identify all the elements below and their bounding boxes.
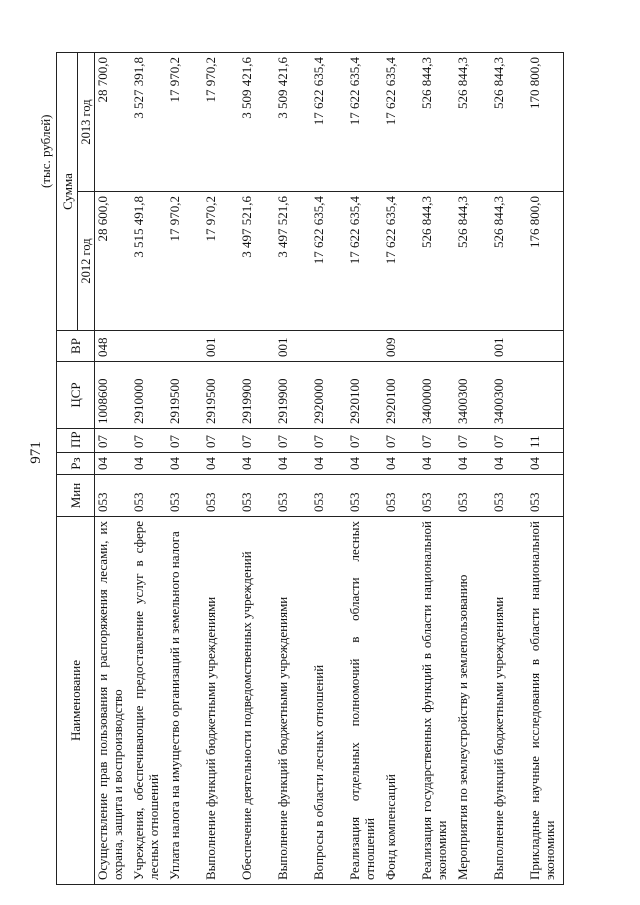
cell-csr: 2919500 bbox=[167, 362, 203, 429]
cell-rz: 04 bbox=[275, 453, 311, 475]
unit-note: (тыс. рублей) bbox=[38, 114, 53, 188]
table-row bbox=[275, 53, 311, 885]
cell-2013: 526 844,3 bbox=[491, 53, 527, 192]
cell-2012: 3 497 521,6 bbox=[239, 192, 275, 331]
cell-rz: 04 bbox=[527, 453, 564, 475]
cell-2012: 3 497 521,6 bbox=[275, 192, 311, 331]
cell-name: Реализация государственных функций в области национальной экономики bbox=[419, 517, 455, 885]
cell-vr bbox=[455, 331, 491, 362]
cell-2012: 3 515 491,8 bbox=[131, 192, 167, 331]
cell-min: 053 bbox=[491, 475, 527, 517]
cell-2013: 17 970,2 bbox=[203, 53, 239, 192]
cell-min: 053 bbox=[455, 475, 491, 517]
cell-2012: 526 844,3 bbox=[419, 192, 455, 331]
cell-2013: 28 700,0 bbox=[95, 53, 132, 192]
table-row bbox=[239, 53, 275, 885]
header-min: Мин bbox=[57, 475, 95, 517]
cell-csr: 2910000 bbox=[131, 362, 167, 429]
cell-name: Уплата налога на имущество организаций и земельного налога bbox=[167, 517, 203, 885]
cell-2012: 17 970,2 bbox=[167, 192, 203, 331]
cell-rz: 04 bbox=[167, 453, 203, 475]
cell-name: Осуществление прав пользования и распоряжения лесами, их охрана, защита и воспроизводство bbox=[95, 517, 132, 885]
header-csr: ЦСР bbox=[57, 362, 95, 429]
cell-rz: 04 bbox=[131, 453, 167, 475]
cell-2013: 3 527 391,8 bbox=[131, 53, 167, 192]
cell-pr: 07 bbox=[275, 429, 311, 453]
cell-min: 053 bbox=[311, 475, 347, 517]
cell-name: Учреждения, обеспечивающие предоставление услуг в сфере лесных отношений bbox=[131, 517, 167, 885]
cell-2012: 17 622 635,4 bbox=[383, 192, 419, 331]
cell-2012: 28 600,0 bbox=[95, 192, 132, 331]
table-row bbox=[455, 53, 491, 885]
cell-2012: 176 800,0 bbox=[527, 192, 564, 331]
header-sum: Сумма bbox=[57, 53, 78, 331]
cell-vr bbox=[311, 331, 347, 362]
cell-pr: 07 bbox=[491, 429, 527, 453]
cell-csr: 2920000 bbox=[311, 362, 347, 429]
table-row bbox=[203, 53, 239, 885]
cell-2012: 17 622 635,4 bbox=[311, 192, 347, 331]
cell-2013: 17 622 635,4 bbox=[347, 53, 383, 192]
cell-rz: 04 bbox=[455, 453, 491, 475]
cell-2013: 17 622 635,4 bbox=[383, 53, 419, 192]
cell-csr: 3400300 bbox=[491, 362, 527, 429]
cell-name: Реализация отдельных полномочий в области лесных отношений bbox=[347, 517, 383, 885]
cell-rz: 04 bbox=[203, 453, 239, 475]
header-2012: 2012 год bbox=[78, 192, 95, 331]
cell-name: Выполнение функций бюджетными учреждениями bbox=[203, 517, 239, 885]
cell-pr: 07 bbox=[347, 429, 383, 453]
cell-min: 053 bbox=[131, 475, 167, 517]
cell-csr: 3400300 bbox=[455, 362, 491, 429]
cell-2013: 17 622 635,4 bbox=[311, 53, 347, 192]
cell-vr: 048 bbox=[95, 331, 132, 362]
cell-2013: 170 800,0 bbox=[527, 53, 564, 192]
page-number: 971 bbox=[28, 441, 44, 464]
cell-pr: 07 bbox=[167, 429, 203, 453]
header-rz: Рз bbox=[57, 453, 95, 475]
cell-name: Мероприятия по землеустройству и землепользованию bbox=[455, 517, 491, 885]
cell-2012: 526 844,3 bbox=[455, 192, 491, 331]
cell-name: Выполнение функций бюджетными учреждениями bbox=[275, 517, 311, 885]
cell-pr: 07 bbox=[419, 429, 455, 453]
cell-name: Фонд компенсаций bbox=[383, 517, 419, 885]
table-row bbox=[419, 53, 455, 885]
cell-2013: 17 970,2 bbox=[167, 53, 203, 192]
cell-name: Прикладные научные исследования в области национальной экономики bbox=[527, 517, 564, 885]
cell-rz: 04 bbox=[491, 453, 527, 475]
cell-min: 053 bbox=[347, 475, 383, 517]
cell-pr: 07 bbox=[383, 429, 419, 453]
cell-min: 053 bbox=[419, 475, 455, 517]
cell-vr bbox=[131, 331, 167, 362]
cell-csr bbox=[527, 362, 564, 429]
cell-2013: 3 509 421,6 bbox=[239, 53, 275, 192]
cell-rz: 04 bbox=[347, 453, 383, 475]
cell-2013: 526 844,3 bbox=[419, 53, 455, 192]
cell-csr: 2919500 bbox=[203, 362, 239, 429]
cell-min: 053 bbox=[275, 475, 311, 517]
cell-csr: 2919900 bbox=[275, 362, 311, 429]
cell-min: 053 bbox=[527, 475, 564, 517]
cell-csr: 3400000 bbox=[419, 362, 455, 429]
table-row bbox=[383, 53, 419, 885]
cell-2013: 3 509 421,6 bbox=[275, 53, 311, 192]
cell-rz: 04 bbox=[419, 453, 455, 475]
cell-rz: 04 bbox=[311, 453, 347, 475]
cell-2012: 17 970,2 bbox=[203, 192, 239, 331]
cell-2013: 526 844,3 bbox=[455, 53, 491, 192]
cell-pr: 11 bbox=[527, 429, 564, 453]
cell-vr: 001 bbox=[491, 331, 527, 362]
cell-2012: 526 844,3 bbox=[491, 192, 527, 331]
cell-csr: 1008600 bbox=[95, 362, 132, 429]
table-row bbox=[311, 53, 347, 885]
budget-table bbox=[56, 52, 564, 885]
table-row bbox=[167, 53, 203, 885]
table-row bbox=[131, 53, 167, 885]
cell-2012: 17 622 635,4 bbox=[347, 192, 383, 331]
header-2013: 2013 год bbox=[78, 53, 95, 192]
cell-vr: 009 bbox=[383, 331, 419, 362]
cell-csr: 2920100 bbox=[383, 362, 419, 429]
cell-name: Вопросы в области лесных отношений bbox=[311, 517, 347, 885]
header-name: Наименование bbox=[57, 517, 95, 885]
cell-rz: 04 bbox=[383, 453, 419, 475]
cell-vr bbox=[527, 331, 564, 362]
cell-pr: 07 bbox=[311, 429, 347, 453]
cell-csr: 2919900 bbox=[239, 362, 275, 429]
table-row bbox=[347, 53, 383, 885]
cell-min: 053 bbox=[167, 475, 203, 517]
cell-pr: 07 bbox=[95, 429, 132, 453]
cell-rz: 04 bbox=[239, 453, 275, 475]
header-vr: ВР bbox=[57, 331, 95, 362]
cell-csr: 2920100 bbox=[347, 362, 383, 429]
cell-pr: 07 bbox=[455, 429, 491, 453]
cell-pr: 07 bbox=[239, 429, 275, 453]
cell-name: Обеспечение деятельности подведомственных учреждений bbox=[239, 517, 275, 885]
table-body bbox=[95, 53, 564, 885]
cell-vr: 001 bbox=[203, 331, 239, 362]
cell-vr bbox=[419, 331, 455, 362]
cell-rz: 04 bbox=[95, 453, 132, 475]
cell-vr bbox=[167, 331, 203, 362]
header-pr: ПР bbox=[57, 429, 95, 453]
table-row bbox=[95, 53, 132, 885]
cell-min: 053 bbox=[239, 475, 275, 517]
cell-vr bbox=[239, 331, 275, 362]
table-row bbox=[491, 53, 527, 885]
cell-min: 053 bbox=[95, 475, 132, 517]
cell-pr: 07 bbox=[203, 429, 239, 453]
cell-min: 053 bbox=[383, 475, 419, 517]
cell-pr: 07 bbox=[131, 429, 167, 453]
cell-vr bbox=[347, 331, 383, 362]
cell-min: 053 bbox=[203, 475, 239, 517]
table-row bbox=[527, 53, 564, 885]
cell-name: Выполнение функций бюджетными учреждениями bbox=[491, 517, 527, 885]
cell-vr: 001 bbox=[275, 331, 311, 362]
